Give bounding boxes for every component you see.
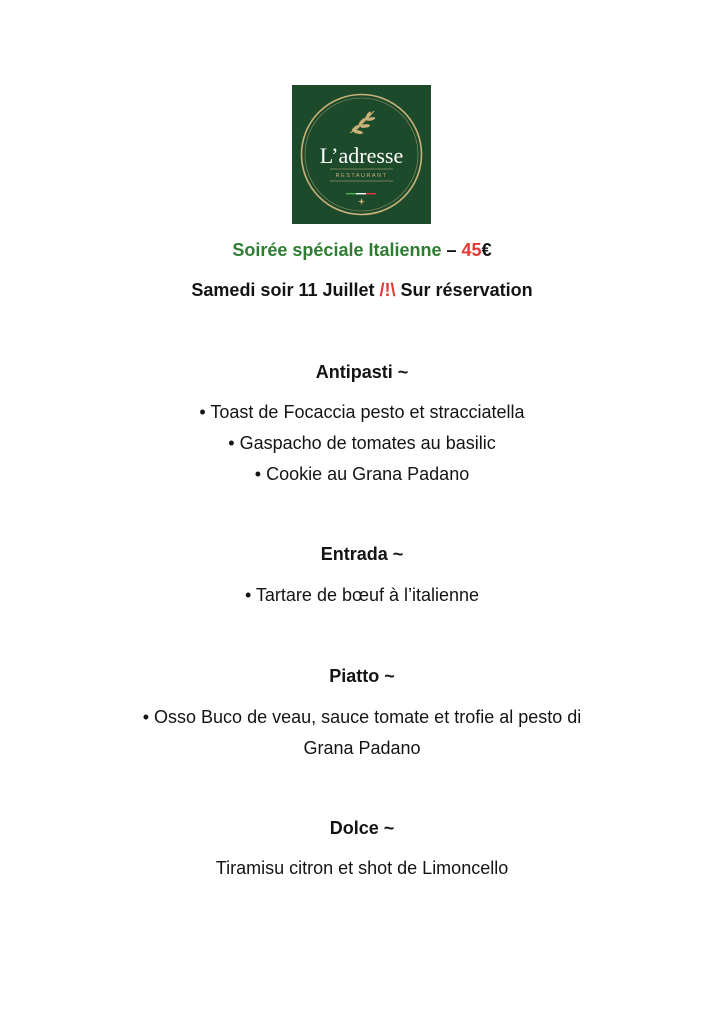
logo-name: L’adresse [319, 143, 404, 168]
menu-item: • Cookie au Grana Padano [254, 464, 470, 484]
logo-subtitle: RESTAURANT [335, 173, 388, 179]
section-heading-entrada: Entrada ~ [320, 544, 404, 564]
section-heading-dolce: Dolce ~ [329, 818, 395, 838]
italian-flag-stripe [346, 193, 376, 194]
price-currency: € [481, 240, 492, 260]
section-heading-piatto: Piatto ~ [329, 666, 395, 686]
menu-item: Grana Padano [303, 738, 421, 758]
reservation-note: Sur réservation [400, 280, 533, 300]
olive-branch-icon [350, 111, 376, 135]
menu-item: • Tartare de bœuf à l’italienne [244, 585, 480, 605]
event-title: Soirée spéciale Italienne [232, 240, 442, 260]
section-heading-antipasti: Antipasti ~ [315, 362, 409, 382]
alert-mark: /!\ [379, 280, 396, 300]
menu-item: • Toast de Focaccia pesto et stracciatella [199, 402, 525, 422]
event-date: Samedi soir 11 Juillet [191, 280, 375, 300]
menu-item: • Osso Buco de veau, sauce tomate et trofie al pesto di [142, 707, 582, 727]
event-date-line [0, 279, 724, 301]
menu-item: • Gaspacho de tomates au basilic [228, 433, 496, 453]
event-title-line [0, 239, 724, 261]
event-price: 45 [461, 240, 482, 260]
title-dash: – [446, 240, 457, 260]
menu-item: Tiramisu citron et shot de Limoncello [215, 858, 509, 878]
sparkle-icon [358, 198, 365, 205]
logo-emblem [292, 85, 431, 224]
restaurant-logo [292, 85, 431, 224]
